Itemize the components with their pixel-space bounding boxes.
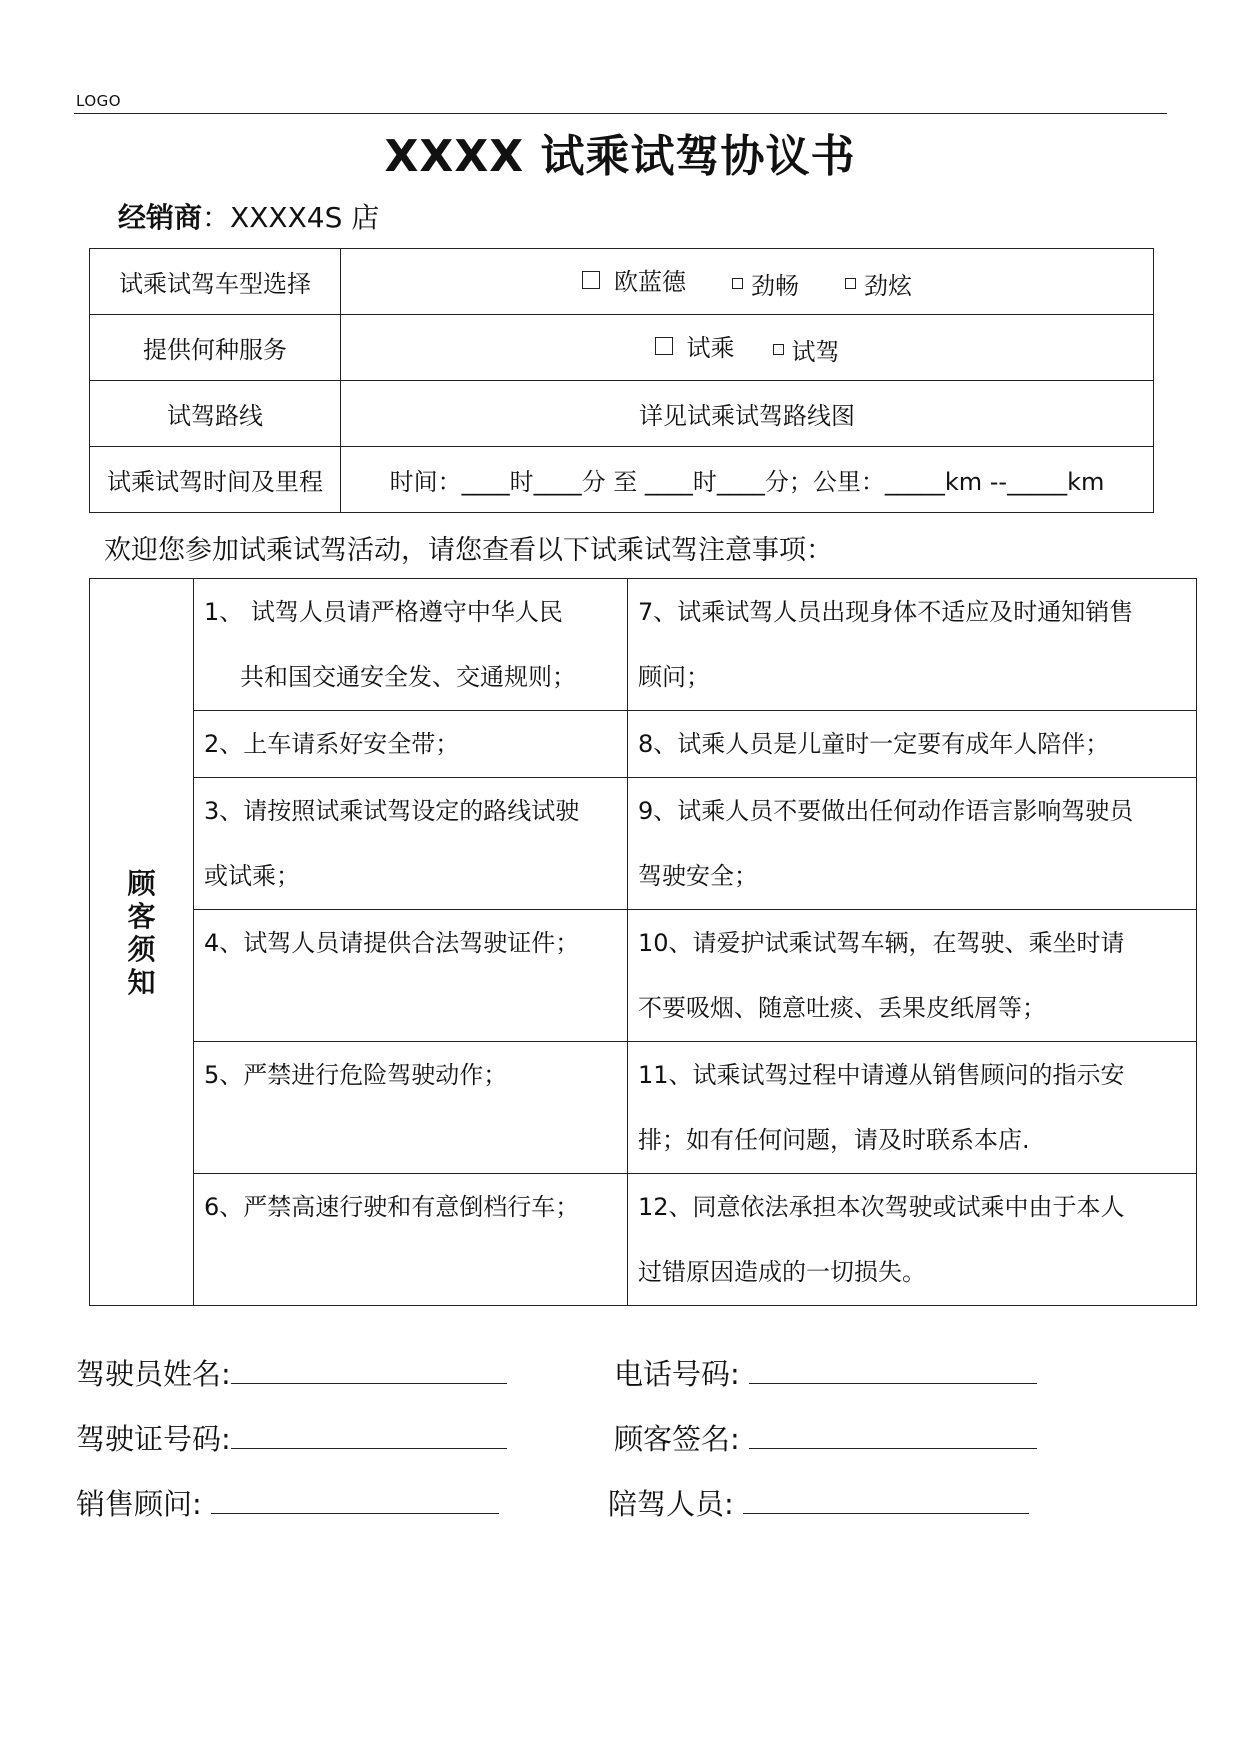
companion-input[interactable] (743, 1487, 1029, 1514)
model-options (341, 249, 1154, 315)
option-model-3[interactable]: 劲炫 (845, 266, 912, 301)
intro-text: 欢迎您参加试乘试驾活动，请您查看以下试乘试驾注意事项： (104, 535, 833, 566)
service-options (341, 315, 1154, 381)
notice-row (90, 1174, 1197, 1306)
license-label: 驾驶证号码: (76, 1422, 231, 1456)
notice-row (90, 778, 1197, 910)
notice-side-label: 顾客须知 (127, 867, 156, 999)
model-label: 试乘试驾车型选择 (90, 249, 341, 315)
notice-item-10: 10、请爱护试乘试驾车辆，在驾驶、乘坐时请 不要吸烟、随意吐痰、丢果皮纸屑等； (628, 910, 1197, 1042)
checkbox-icon[interactable] (773, 344, 784, 355)
customer-signature-field (614, 1417, 1037, 1458)
license-field (76, 1417, 507, 1458)
customer-signature-input[interactable] (749, 1422, 1037, 1449)
checkbox-icon[interactable] (582, 271, 600, 289)
license-input[interactable] (231, 1422, 507, 1449)
notice-item-8: 8、试乘人员是儿童时一定要有成年人陪伴； (628, 711, 1197, 778)
info-row-route (90, 381, 1154, 447)
driver-name-field (76, 1352, 507, 1393)
document-title: XXXX 试乘试驾协议书 (384, 131, 856, 182)
option-service-1[interactable]: 试乘 (655, 328, 735, 363)
dealer-label: 经销商 (118, 201, 203, 234)
sales-consultant-field (76, 1482, 499, 1523)
checkbox-icon[interactable] (732, 278, 743, 289)
phone-input[interactable] (749, 1357, 1037, 1384)
driver-name-input[interactable] (231, 1357, 507, 1384)
notice-item-6: 6、严禁高速行驶和有意倒档行车； (194, 1174, 628, 1306)
companion-label: 陪驾人员: (608, 1487, 734, 1521)
notice-item-3: 3、请按照试乘试驾设定的路线试驶 或试乘； (194, 778, 628, 910)
time-label: 试乘试驾时间及里程 (90, 447, 341, 513)
notice-item-11: 11、试乘试驾过程中请遵从销售顾问的指示安 排；如有任何问题，请及时联系本店. (628, 1042, 1197, 1174)
notice-item-1: 1、 试驾人员请严格遵守中华人民 共和国交通安全发、交通规则； (194, 579, 628, 711)
customer-signature-label: 顾客签名: (614, 1422, 740, 1456)
notice-item-4: 4、试驾人员请提供合法驾驶证件； (194, 910, 628, 1042)
dealer-value: XXXX4S 店 (230, 201, 380, 234)
notice-item-9: 9、试乘人员不要做出任何动作语言影响驾驶员 驾驶安全； (628, 778, 1197, 910)
info-row-model (90, 249, 1154, 315)
time-value[interactable]: 时间：____时____分 至 ____时____分；公里：_____km --_____km (341, 447, 1154, 513)
option-model-1[interactable]: 欧蓝德 (582, 262, 686, 297)
dealer-line (118, 196, 379, 236)
option-service-2[interactable]: 试驾 (773, 332, 840, 367)
notice-row (90, 910, 1197, 1042)
phone-field (614, 1352, 1037, 1393)
route-label: 试驾路线 (90, 381, 341, 447)
notice-row (90, 1042, 1197, 1174)
info-row-service (90, 315, 1154, 381)
sales-consultant-input[interactable] (211, 1487, 499, 1514)
notice-item-2: 2、上车请系好安全带； (194, 711, 628, 778)
checkbox-icon[interactable] (845, 278, 856, 289)
notice-item-7: 7、试乘试驾人员出现身体不适应及时通知销售 顾问； (628, 579, 1197, 711)
companion-field (608, 1482, 1029, 1523)
notice-item-12: 12、同意依法承担本次驾驶或试乘中由于本人 过错原因造成的一切损失。 (628, 1174, 1197, 1306)
header-rule (74, 113, 1167, 114)
notice-table (89, 578, 1197, 1306)
dealer-separator: ： (202, 201, 231, 234)
checkbox-icon[interactable] (655, 337, 673, 355)
notice-row (90, 579, 1197, 711)
route-value: 详见试乘试驾路线图 (341, 381, 1154, 447)
notice-item-5: 5、严禁进行危险驾驶动作； (194, 1042, 628, 1174)
service-label: 提供何种服务 (90, 315, 341, 381)
driver-name-label: 驾驶员姓名: (76, 1357, 231, 1391)
info-row-time (90, 447, 1154, 513)
notice-side-cell (90, 579, 194, 1306)
phone-label: 电话号码: (614, 1357, 740, 1391)
sales-consultant-label: 销售顾问: (76, 1487, 202, 1521)
option-model-2[interactable]: 劲畅 (732, 266, 799, 301)
notice-row (90, 711, 1197, 778)
logo-text: LOGO (76, 92, 122, 110)
info-table (89, 248, 1154, 513)
